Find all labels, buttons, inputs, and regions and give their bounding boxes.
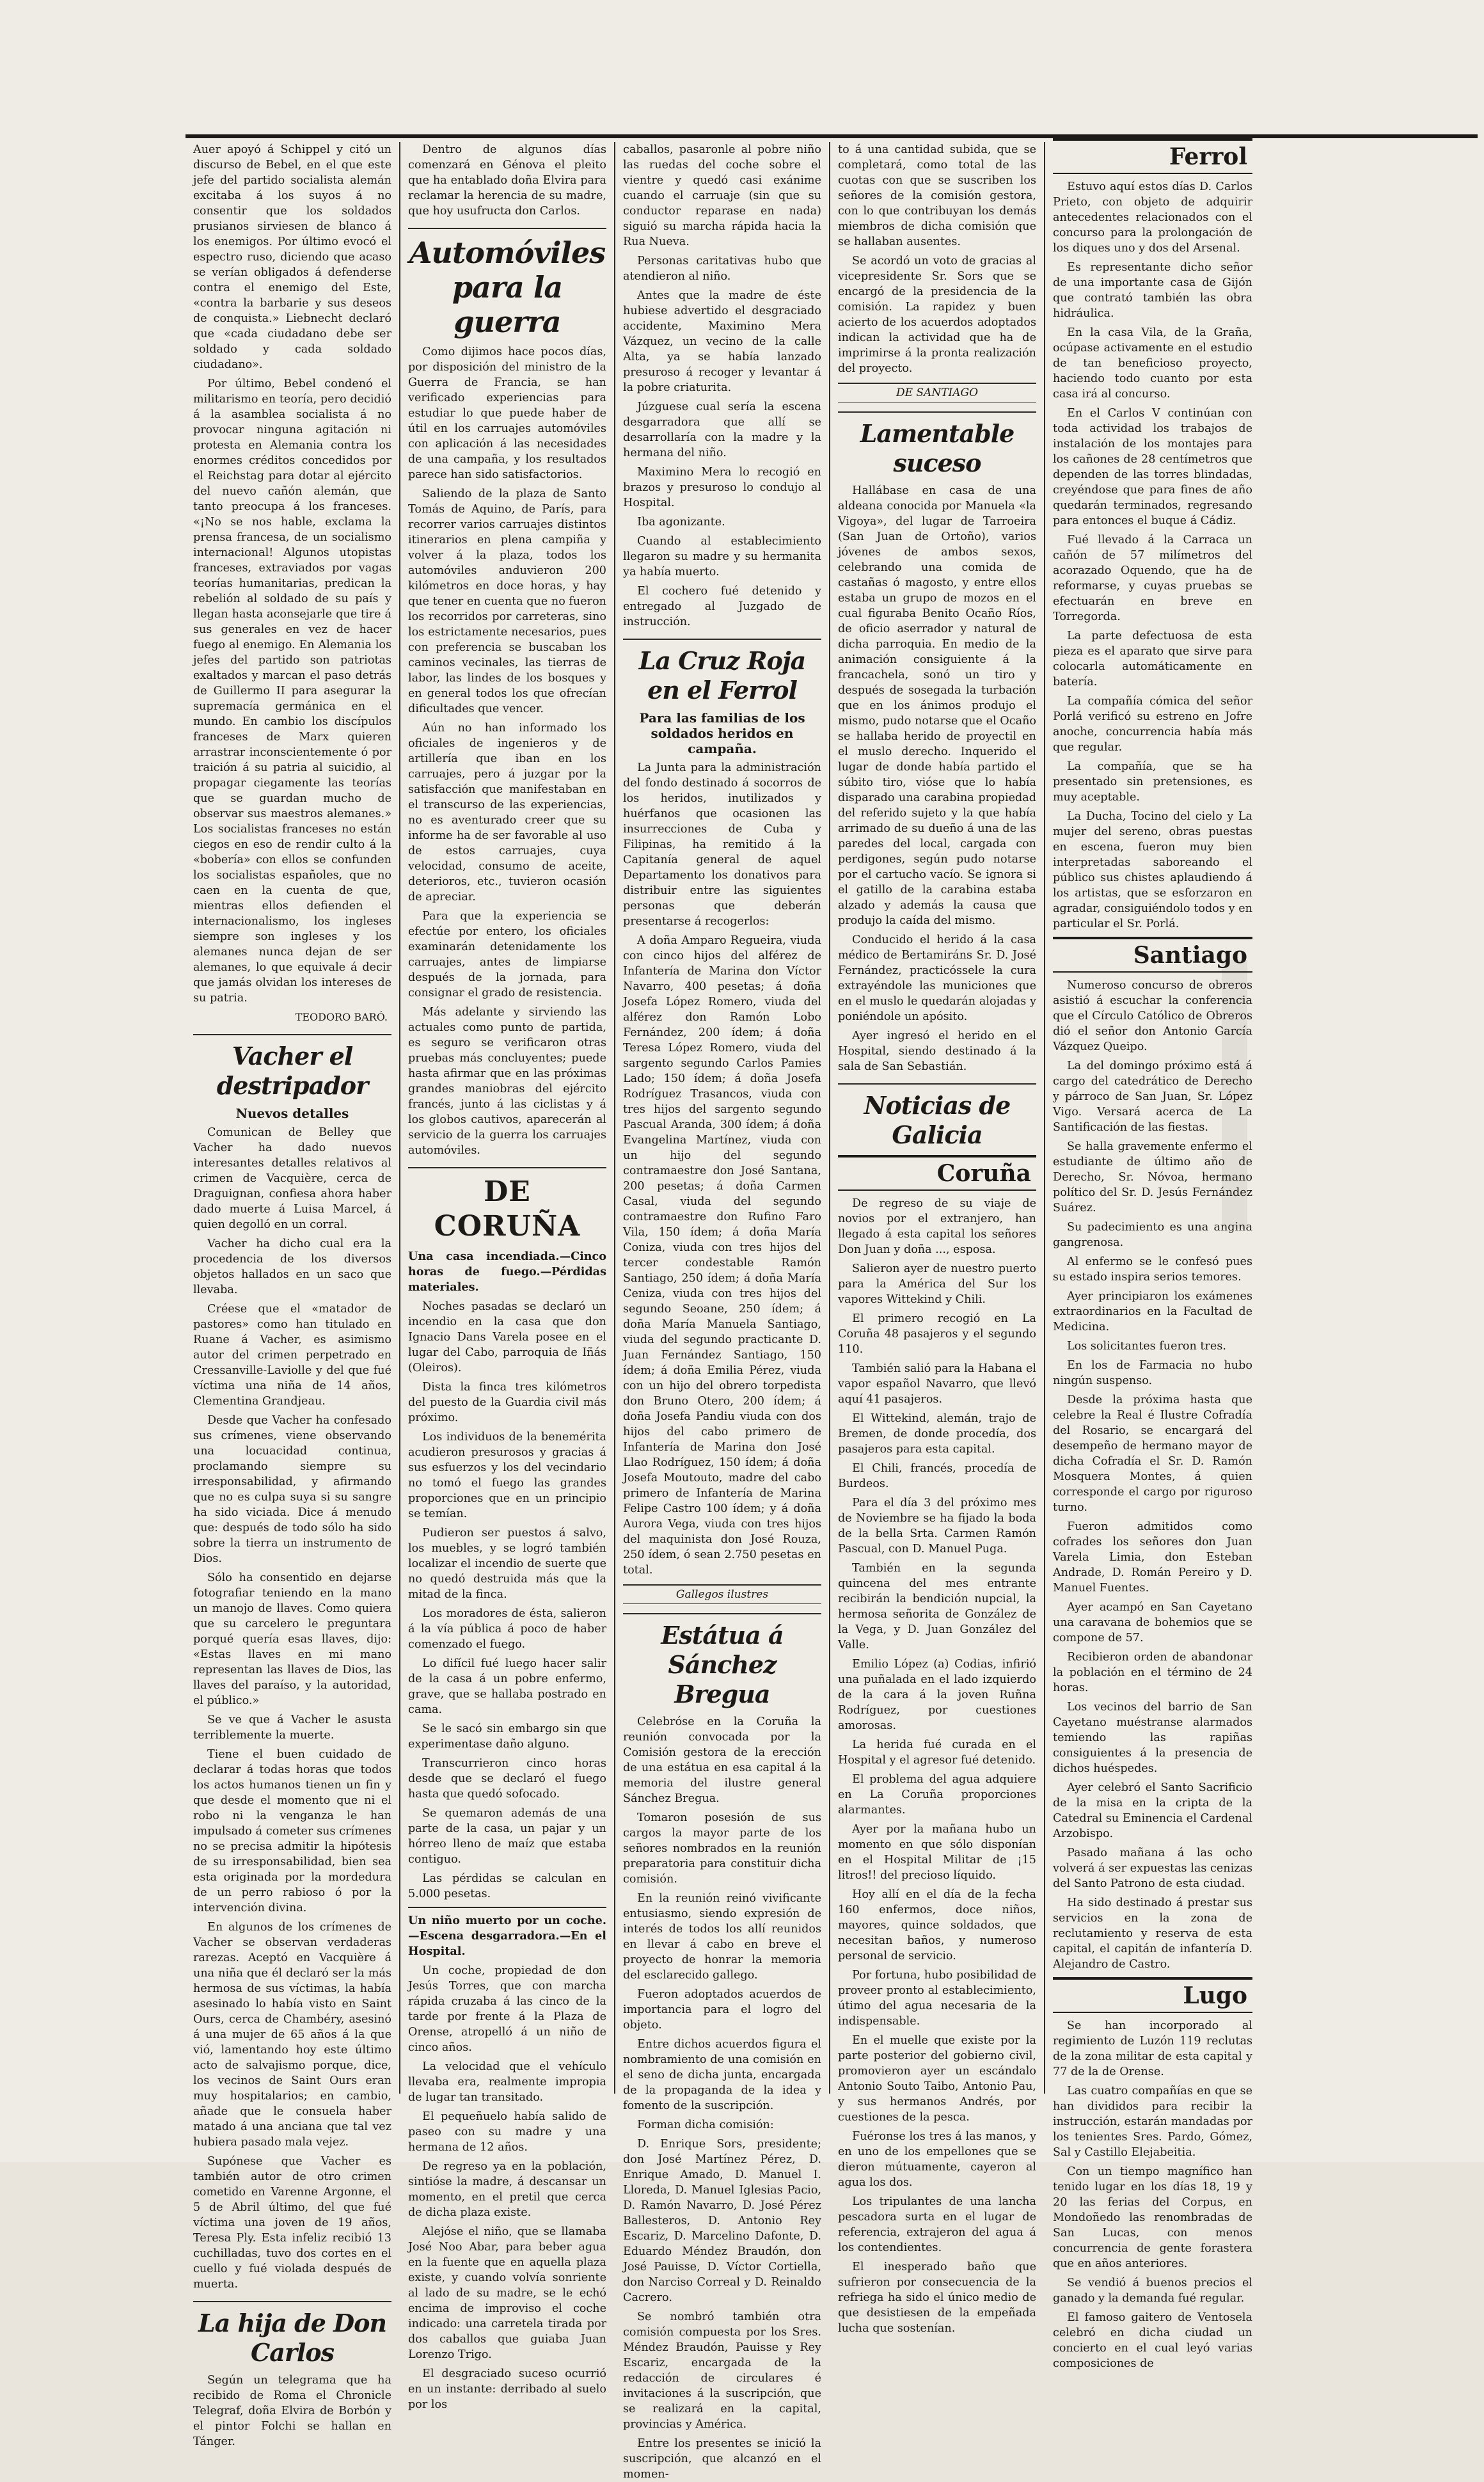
subheadline: Para las familias de los soldados heridos en campaña. — [639, 710, 805, 756]
paragraph: Júzguese cual sería la escena desgarradora que allí se desarrollaría con la madre y la hermana del niño. — [623, 401, 821, 459]
column-1 — [186, 142, 400, 2448]
paragraph: Forman dicha comisión: — [637, 2119, 774, 2131]
paragraph: Sólo ha consentido en dejarse fotografiar teniendo en la mano un manojo de llaves. Como quiera que su carcelero le preguntara porqué quería esas llaves, dijo: «Estas llaves en mi mano representan las llaves de Dios, las llaves del paraíso, y la autoridad, el público.» — [193, 1571, 391, 1707]
paragraph: Se acordó un voto de gracias al vicepresidente Sr. Sors que se encargó de la presidencia de la comisión. La rapidez y buen acierto de los acuerdos adoptados indican la actividad que ha de imprimirse á la pronta realización del proyecto. — [838, 255, 1036, 375]
paragraph: Auer apoyó á Schippel y citó un discurso de Bebel, en el que este jefe del partido socialista alemán excitaba á los suyos á no consentir que los soldados prusianos sirviesen de blanco á los enemigos. Por último evocó el espectro ruso, diciendo que acaso se verían obligados á defenderse contra el enemigo del Este, «contra la barbarie y sus deseos de conquista.» Liebnecht declaró que «cada ciudadano debe ser soldado y cada soldado ciudadano». — [193, 143, 391, 371]
paragraph: Transcurrieron cinco horas desde que se declaró el fuego hasta que quedó sofocado. — [408, 1757, 606, 1801]
paragraph: Antes que la madre de éste hubiese advertido el desgraciado accidente, Maximino Mera Vázquez, un vecino de la calle Alta, ya se había lanzado presuroso á recoger y levantar á la pobre criaturita. — [623, 289, 821, 394]
paragraph: Dentro de algunos días comenzará en Génova el pleito que ha entablado doña Elvira para reclamar la herencia de su madre, que hoy usufructa don Carlos. — [408, 143, 606, 218]
paragraph: Se quemaron además de una parte de la casa, un pajar y un hórreo lleno de maíz que estaba contiguo. — [408, 1807, 606, 1866]
paragraph: El cochero fué detenido y entregado al Juzgado de instrucción. — [623, 585, 821, 628]
paragraph: Créese que el «matador de pastores» como han titulado en Ruane á Vacher, es asimismo autor del crimen perpetrado en Cressanville-Laviolle y del que fué víctima una niña de 14 años, Clementina Grandjeau. — [193, 1303, 391, 1408]
paragraph: Desde la próxima hasta que celebre la Real é Ilustre Cofradía del Rosario, se encargará del desempeño de hermano mayor de dicha Cofradía el Sr. D. Ramón Mosquera Montes, á quien corresponde el cargo por riguroso turno. — [1053, 1394, 1252, 1514]
paragraph: La compañía, que se ha presentado sin pretensiones, es muy aceptable. — [1053, 760, 1252, 804]
columns — [186, 142, 1478, 2481]
paragraph: Es representante dicho señor de una importante casa de Gijón que contrató también las obra hidráulica. — [1053, 261, 1252, 320]
paragraph: Los individuos de la benemérita acudieron presurosos y gracias á sus esfuerzos y los del vecindario no tomó el fuego las grandes proporciones que en un principio se temían. — [408, 1431, 606, 1520]
column-4 — [830, 142, 1045, 2335]
paragraph: Los tripulantes de una lancha pescadora surta en el lugar de referencia, extrajeron del agua á los contendientes. — [838, 2195, 1036, 2254]
headline-vacher: Vacher el destripador — [193, 1034, 391, 1101]
paragraph: En el muelle que existe por la parte posterior del gobierno civil, promovieron ayer un escándalo Antonio Souto Taibo, Antonio Pau, y sus hermanos Andrés, por cuestiones de la pesca. — [838, 2034, 1036, 2124]
paragraph: La velocidad que el vehículo llevaba era, realmente impropia de lugar tan transitado. — [408, 2060, 606, 2104]
paragraph: Ayer principiaron los exámenes extraordinarios en la Facultad de Medicina. — [1053, 1290, 1252, 1333]
top-rule — [186, 134, 1478, 138]
paragraph: Se vendió á buenos precios el ganado y la demanda fué regular. — [1053, 2277, 1252, 2305]
column-3 — [615, 142, 830, 2481]
paragraph: Ayer ingresó el herido en el Hospital, siendo destinado á la sala de San Sebastián. — [838, 1030, 1036, 1073]
paragraph: La del domingo próximo está á cargo del catedrático de Derecho y párroco de San Juan, Sr. López Vigo. Versará acerca de La Santificación de las fiestas. — [1053, 1060, 1252, 1134]
paragraph: Aún no han informado los oficiales de ingenieros y de artillería que iban en los carruajes, pero á juzgar por la satisfacción que manifestaban en el transcurso de las experiencias, no es aventurado creer que su informe ha de ser favorable al uso de estos carruajes, cuya velocidad, consumo de aceite, deterioros, etc., tuvieron ocasión de apreciar. — [408, 722, 606, 903]
paragraph: El Wittekind, alemán, trajo de Bremen, de donde procedía, dos pasajeros para esta capital. — [838, 1412, 1036, 1456]
paragraph: Cuando al establecimiento llegaron su madre y su hermanita ya había muerto. — [623, 535, 821, 578]
paragraph: Las cuatro compañías en que se han divididos para recibir la instrucción, estarán mandadas por los tenientes Sres. Pardo, Gómez, Sal y Castillo Elejabeitia. — [1053, 2085, 1252, 2159]
paragraph: to á una cantidad subida, que se completará, como total de las cuotas con que se suscriben los señores de la comisión gestora, con lo que contribuyan los demás miembros de dicha comisión que se hallaban ausentes. — [838, 143, 1036, 248]
paragraph: Noches pasadas se declaró un incendio en la casa que don Ignacio Dans Varela posee en el lugar del Cabo, parroquia de Iñás (Oleiros). — [408, 1300, 606, 1374]
paragraph: Se han incorporado al regimiento de Luzón 119 reclutas de la zona militar de esta capital y 77 de la de Orense. — [1053, 2019, 1252, 2078]
paragraph: La herida fué curada en el Hospital y el agresor fué detenido. — [838, 1738, 1036, 1767]
subheadline: Nuevos detalles — [235, 1106, 349, 1121]
paragraph: Se nombró también otra comisión compuesta por los Sres. Méndez Braudón, Pauisse y Rey Escariz, encargada de la redacción de circulares é invitaciones á la suscripción, que se realizará en la capital, provincias y América. — [623, 2311, 821, 2431]
paragraph: Para el día 3 del próximo mes de Noviembre se ha fijado la boda de la bella Srta. Carmen Ramón Pascual, con D. Manuel Puga. — [838, 1497, 1036, 1555]
paragraph: Supónese que Vacher es también autor de otro crimen cometido en Varenne Argonne, el 5 de Abril último, del que fué víctima una joven de 19 años, Teresa Ply. Esta infeliz recibió 13 cuchilladas, tuvo dos cortes en el cuello y fué violada después de muerta. — [193, 2155, 391, 2291]
paragraph: Vacher ha dicho cual era la procedencia de los diversos objetos hallados en un saco que llevaba. — [193, 1237, 391, 1296]
paragraph: Saliendo de la plaza de Santo Tomás de Aquino, de París, para recorrer varios carruajes distintos itinerarios en plena campiña y volver á la plaza, todos los automóviles anduvieron 200 kilómetros en doce horas, y hay que tener en cuenta que no fueron los recorridos por carreteras, sino los estrictamente necesarios, pues con preferencia se buscaban los caminos vecinales, las tierras de labor, las lindes de los bosques y en general todos los que ofrecían dificultades que vencer. — [408, 488, 606, 715]
paragraph: La Ducha, Tocino del cielo y La mujer del sereno, obras puestas en escena, fueron muy bien interpretadas saboreando el público sus chistes aplaudiendo á los artistas, que se esforzaron en agradar, consiguiéndolo todos y en particular el Sr. Porlá. — [1053, 810, 1252, 930]
paragraph: El inesperado baño que sufrieron por consecuencia de la refriega ha sido el único medio de que desistiesen de la empeñada lucha que sostenían. — [838, 2261, 1036, 2335]
paragraph: La parte defectuosa de esta pieza es el aparato que sirve para colocarla automáticamente en batería. — [1053, 630, 1252, 688]
paragraph: De regreso de su viaje de novios por el extranjero, han llegado á esta capital los señores Don Juan y doña ..., esposa. — [838, 1197, 1036, 1256]
paragraph: En la casa Vila, de la Graña, ocúpase activamente en el estudio de tan beneficioso proyecto, haciendo todo cuanto por esta casa irá al concurso. — [1053, 326, 1252, 401]
paragraph: En los de Farmacia no hubo ningún suspenso. — [1053, 1359, 1252, 1387]
paragraph: También salió para la Habana el vapor español Navarro, que llevó aquí 41 pasajeros. — [838, 1362, 1036, 1406]
paragraph: Maximino Mera lo recogió en brazos y presuroso lo condujo al Hospital. — [623, 466, 821, 509]
paragraph: Hoy allí en el día de la fecha 160 enfermos, doce niños, mayores, quince soldados, que necesitan baños, y numeroso personal de servicio. — [838, 1888, 1036, 1962]
paragraph: Los moradores de ésta, salieron á la vía pública á poco de haber comenzado el fuego. — [408, 1607, 606, 1651]
paragraph: Como dijimos hace pocos días, por disposición del ministro de la Guerra de Francia, se han verificado experiencias para estudiar lo que puede haber de útil en los carruajes automóviles con aplicación á las necesidades de una campaña, y los resultados parece han sido satisfactorios. — [408, 346, 606, 481]
section-title-ferrol: Ferrol — [1053, 138, 1252, 174]
paragraph: Ayer por la mañana hubo un momento en que sólo disponían en el Hospital Militar de ¡15 litros!! del precioso líquido. — [838, 1823, 1036, 1882]
paragraph: Conducido el herido á la casa médico de Bertamiráns Sr. D. José Fernández, practicóssele la cura extrayéndole las municiones que en el muslo le quedarán alojadas y poniéndole un apósito. — [838, 934, 1036, 1023]
section-subhead: Un niño muerto por un coche.—Escena desgarradora.—En el Hospital. — [408, 1914, 606, 1958]
paragraph: El desgraciado suceso ocurrió en un instante: derribado al suelo por los — [408, 2367, 606, 2411]
paragraph: Tiene el buen cuidado de declarar á todas horas que todos los actos humanos tienen un fin y que desde el momento que ni el robo ni la venganza le han impulsado á cometer sus crímenes no se precisa admitir la hipótesis de su irresponsabilidad, bien sea esta originada por la mordedura de un perro rabioso ó por la intervención divina. — [193, 1748, 391, 1914]
paragraph: La Junta para la administración del fondo destinado á socorros de los heridos, inutilizados y huérfanos que ocasionen las insurrecciones de Cuba y Filipinas, ha remitido á la Capitanía general de aquel Departamento los donativos para distribuir entre las siguientes personas que deberán presentarse á recogerlos: — [623, 761, 821, 928]
paragraph: El famoso gaitero de Ventosela celebró en dicha ciudad un concierto en el cual leyó varias composiciones de — [1053, 2311, 1252, 2370]
paragraph: Hallábase en casa de una aldeana conocida por Manuela «la Vigoya», del lugar de Tarroeira (San Juan de Ortoño), varios jóvenes de ambos sexos, celebrando una comida de castañas ó magosto, y entre ellos estaba un grupo de mozos en el cual figuraba Benito Ocaño Ríos, de oficio aserrador y natural de dicha parroquia. En medio de la animación consiguiente á la francachela, sonó un tiro y después de sosegada la turbación que en los ánimos produjo el mismo, pudo notarse que el Ocaño se hallaba herido de proyectil en el muslo derecho. Inquerido el lugar de donde había partido el súbito tiro, vióse que lo había disparado una carabina propiedad del referido sujeto y la que había arrimado de su dueño á una de las paredes del local, cargada con perdigones, según pudo notarse por el cartucho vacío. Se ignora si el gatillo de la carabina estaba alzado y además la causa que produjo la caída del mismo. — [838, 484, 1036, 927]
paragraph: De regreso ya en la población, sintióse la madre, á descansar un momento, en el pretil que cerca de dicha plaza existe. — [408, 2160, 606, 2219]
paragraph: Pudieron ser puestos á salvo, los muebles, y se logró también localizar el incendio de suerte que no quedó destruida más que la mitad de la finca. — [408, 1527, 606, 1601]
paragraph: Comunican de Belley que Vacher ha dado nuevos interesantes detalles relativos al crimen de Vacquière, cerca de Draguignan, confiesa ahora haber dado muerte á Luisa Marcel, á quien degolló en un corral. — [193, 1126, 391, 1231]
headline-automoviles: Automóviles para la guerra — [408, 228, 606, 339]
paragraph: El problema del agua adquiere en La Coruña proporciones alarmantes. — [838, 1773, 1036, 1817]
paragraph: Para que la experiencia se efectúe por entero, los oficiales examinarán detenidamente los carruajes, antes de limpiarse después de la jornada, para consignar el grado de resistencia. — [408, 910, 606, 999]
section-kicker: Gallegos ilustres — [623, 1584, 821, 1604]
paragraph: Alejóse el niño, que se llamaba José Noo Abar, para beber agua en la fuente que en aquella plaza existe, y cuando volvía sonriente al lado de su madre, se le echó encima de improviso el coche indicado: una carretela tirada por dos caballos que guiaba Juan Lorenzo Trigo. — [408, 2225, 606, 2361]
paragraph: Ayer celebró el Santo Sacrificio de la misa en la cripta de la Catedral su Eminencia el Cardenal Arzobispo. — [1053, 1781, 1252, 1840]
paragraph: Iba agonizante. — [637, 516, 725, 529]
paragraph: Pasado mañana á las ocho volverá á ser expuestas las cenizas del Santo Patrono de esta ciudad. — [1053, 1847, 1252, 1890]
paragraph: En la reunión reinó vivificante entusiasmo, siendo expresión de interés de todos los allí reunidos en llevar á cabo en breve el proyecto de honrar la memoria del esclarecido gallego. — [623, 1892, 821, 1982]
paragraph: Se le sacó sin embargo sin que experimentase daño alguno. — [408, 1722, 606, 1751]
paragraph: Numeroso concurso de obreros asistió á escuchar la conferencia que el Círculo Católico de Obreros dió el señor don Antonio García Vázquez Queipo. — [1053, 979, 1252, 1053]
paragraph: En algunos de los crímenes de Vacher se observan verdaderas rarezas. Aceptó en Vacquière á una niña que él declaró ser la más hermosa de sus víctimas, la había asesinado lo había visto en Saint Ours, cerca de Chambéry, asesinó á una mujer de 65 años á la que vió, lamentando hoy este último acto de salvajismo porque, dice, los vecinos de Saint Ours eran muy hospitalarios; en cambio, añade que le consuela haber matado á una anciana que tal vez hubiera pasado mala vejez. — [193, 1921, 391, 2149]
paragraph: Fué llevado á la Carraca un cañón de 57 milímetros del acorazado Oquendo, que ha de reformarse, y cuyas pruebas se efectuarán en breve en Torregorda. — [1053, 534, 1252, 623]
paragraph: Según un telegrama que ha recibido de Roma el Chronicle Telegraf, doña Elvira de Borbón y el pintor Folchi se hallan en Tánger. — [193, 2374, 391, 2448]
paragraph: En el Carlos V continúan con toda actividad los trabajos de instalación de los montajes para los cañones de 28 centímetros que dependen de las torres blindadas, creyéndose que para fines de año quedarán terminados, regresando para entonces el buque á Cádiz. — [1053, 407, 1252, 527]
section-kicker: DE SANTIAGO — [838, 383, 1036, 402]
headline-de-coruna: DE CORUÑA — [408, 1167, 606, 1244]
section-title-santiago: Santiago — [1053, 937, 1252, 973]
paragraph: Un coche, propiedad de don Jesús Torres, que con marcha rápida cruzaba á las cinco de la tarde por frente á la Plaza de Orense, atropelló á un niño de cinco años. — [408, 1964, 606, 2054]
paragraph: Se ve que á Vacher le asusta terriblemente la muerte. — [193, 1714, 391, 1742]
paragraph: Fueron adoptados acuerdos de importancia para el logro del objeto. — [623, 1988, 821, 2032]
paragraph: D. Enrique Sors, presidente; don José Martínez Pérez, D. Enrique Amado, D. Manuel I. Lloreda, D. Manuel Iglesias Pacio, D. Ramón Navarro, D. José Pérez Ballesteros, D. Antonio Rey Escariz, D. Marcelino Dafonte, D. Eduardo Méndez Braudón, don José Pauisse, D. Víctor Cortiella, don Narciso Correal y D. Reinaldo Cacrero. — [623, 2138, 821, 2304]
headline-noticias-galicia: Noticias de Galicia — [838, 1083, 1036, 1150]
paragraph: Emilio López (a) Codias, infirió una puñalada en el lado izquierdo de la cara á la joven Ruñna Rodríguez, por cuestiones amorosas. — [838, 1658, 1036, 1732]
paragraph: Por fortuna, hubo posibilidad de proveer pronto al establecimiento, útimo del agua necesaria de la indispensable. — [838, 1969, 1036, 2028]
paragraph: El Chili, francés, procedía de Burdeos. — [838, 1462, 1036, 1490]
section-subhead: Una casa incendiada.—Cinco horas de fuego.—Pérdidas materiales. — [408, 1250, 606, 1294]
divider — [408, 1907, 606, 1908]
paragraph: Más adelante y sirviendo las actuales como punto de partida, es seguro se verificaron otras pruebas más concluyentes; puede hasta afirmar que en las próximas grandes maniobras del ejército francés, junto á las ciclistas y á los globos cautivos, aparecerán al servicio de la guerra los carruajes automóviles. — [408, 1006, 606, 1157]
paragraph: Las pérdidas se calculan en 5.000 pesetas. — [408, 1872, 606, 1900]
paragraph: Fuéronse los tres á las manos, y en uno de los empellones que se dieron mútuamente, cayeron al agua los dos. — [838, 2130, 1036, 2189]
paragraph: Personas caritativas hubo que atendieron al niño. — [623, 255, 821, 283]
paragraph: caballos, pasaronle al pobre niño las ruedas del coche sobre el vientre y quedó casi exánime cuando el carruaje (sin que su conductor reparase en nada) siguió su marcha rápida hacia la Rua Nueva. — [623, 143, 821, 248]
headline-hija-don-carlos: La hija de Don Carlos — [193, 2301, 391, 2367]
column-2 — [400, 142, 615, 2411]
paragraph: Al enfermo se le confesó pues su estado inspira serios temores. — [1053, 1255, 1252, 1284]
paragraph: Los vecinos del barrio de San Cayetano muéstranse alarmados temiendo las rapiñas consiguientes á la presencia de dichos huéspedes. — [1053, 1701, 1252, 1775]
paragraph: Celebróse en la Coruña la reunión convocada por la Comisión gestora de la erección de una estátua en esa capital á la memoria del ilustre general Sánchez Bregua. — [623, 1715, 821, 1805]
headline-estatua: Estátua á Sánchez Bregua — [623, 1613, 821, 1709]
paragraph: Su padecimiento es una angina gangrenosa. — [1053, 1221, 1252, 1249]
paragraph: Fueron admitidos como cofrades los señores don Juan Varela Limia, don Esteban Andrade, D. Román Pereiro y D. Manuel Fuentes. — [1053, 1520, 1252, 1595]
paragraph: También en la segunda quincena del mes entrante recibirán la bendición nupcial, la hermosa señorita de González de la Vega, y D. Juan González del Valle. — [838, 1562, 1036, 1651]
paragraph: El pequeñuelo había salido de paseo con su madre y una hermana de 12 años. — [408, 2110, 606, 2154]
paragraph: Los solicitantes fueron tres. — [1067, 1340, 1226, 1353]
paragraph: Ha sido destinado á prestar sus servicios en la zona de reclutamiento y reserva de esta capital, el capitán de infantería D. Alejandro de Castro. — [1053, 1897, 1252, 1971]
paragraph: Desde que Vacher ha confesado sus crímenes, viene observando una locuacidad continua, proclamando siempre su irresponsabilidad, y afirmando que no es culpa suya si su sangre ha sido viciada. Dice á menudo que: después de todo sólo ha sido sobre la tierra un instrumento de Dios. — [193, 1414, 391, 1565]
paragraph: Con un tiempo magnífico han tenido lugar en los días 18, 19 y 20 las ferias del Corpus, en Mondoñedo las renombradas de San Lucas, con menos concurrencia de gente forastera que en años anteriores. — [1053, 2165, 1252, 2270]
paragraph: Estuvo aquí estos días D. Carlos Prieto, con objeto de adquirir antecedentes relacionados con el concurso para la prolongación de los diques uno y dos del Arsenal. — [1053, 180, 1252, 255]
column-5 — [1045, 142, 1260, 2370]
paragraph: Entre los presentes se inició la suscripción, que alcanzó en el momen- — [623, 2437, 821, 2481]
paragraph: Se halla gravemente enfermo el estudiante de último año de Derecho, Sr. Nóvoa, hermano político del Sr. D. Jesús Fernández Suárez. — [1053, 1140, 1252, 1214]
paragraph: Recibieron orden de abandonar la población en el término de 24 horas. — [1053, 1651, 1252, 1694]
paragraph: Ayer acampó en San Cayetano una caravana de bohemios que se compone de 57. — [1053, 1601, 1252, 1644]
paragraph: Por último, Bebel condenó el militarismo en teoría, pero decidió á la asamblea socialista á no provocar ninguna agitación ni protesta en Alemania contra los enormes créditos concedidos por el Reichstag para dotar al ejército del nuevo cañón alemán, que tanto preocupa á los franceses. «¡No se nos hable, exclama la prensa francesa, de un socialismo internacional! Algunos utopistas franceses, extraviados por vagas teorías humanitarias, predican la rebelión al soldado de su país y llegan hasta aconsejarle que tire á sus generales en vez de hacer fuego al enemigo. En Alemania los jefes del partido son patriotas exaltados y marcan el paso detrás de Guillermo II para asegurar la supremacía germánica en el mundo. En cambio los discípulos franceses de Marx quieren arrastrar inconscientemente ó por traición á su patria al suicidio, al propagar ciegamente las teorías que se guardan mucho de observar sus maestros alemanes.» Los socialistas franceses no están ciegos en eso de rendir culto á la «bobería» con ellos se confunden los socialistas españoles, que no caen en la cuenta de que, mientras ellos defienden el internacionalismo, los ingleses siempre son ingleses y los alemanes nunca dejan de ser alemanes, lo que equivale á decir que jamás olvidan los intereses de su patria. — [193, 378, 391, 1005]
section-title-lugo: Lugo — [1053, 1977, 1252, 2013]
headline-cruz-roja: La Cruz Roja en el Ferrol — [623, 639, 821, 705]
headline-lamentable-suceso: Lamentable suceso — [838, 411, 1036, 478]
paragraph: Salieron ayer de nuestro puerto para la América del Sur los vapores Wittekind y Chili. — [838, 1262, 1036, 1306]
section-title-coruna: Coruña — [838, 1155, 1036, 1191]
paragraph: A doña Amparo Regueira, viuda con cinco hijos del alférez de Infantería de Marina don Víctor Navarro, 400 pesetas; á doña Josefa López Romero, viuda del alférez don Ramón Lobo Fernández, 200 ídem; á doña Teresa López Romero, viuda del sargento segundo Carlos Pamies Lado; 150 ídem; á doña Josefa Rodríguez Trasancos, viuda con tres hijos del sargento segundo Pascual Aranda, 300 ídem; á doña Evangelina Martínez, viuda con un hijo del segundo contramaestre don José Santana, 200 pesetas; á doña Carmen Casal, viuda del segundo contramaestre don Rufino Faro Vila, 150 ídem; á doña María Coniza, viuda con tres hijos del tercer condestable Ramón Santiago, 250 ídem; á doña María Ceniza, viuda con tres hijos del segundo Seoane, 250 ídem; á doña María Manuela Santiago, viuda del segundo practicante D. Juan Fernández Santiago, 150 ídem; á doña Emilia Pérez, viuda con un hijo del obrero torpedista don Bruno Otero, 200 ídem; á doña Josefa Pandiu viuda con dos hijos del cabo primero de Infantería de Marina don José Llao Rodríguez, 150 ídem; á doña Josefa Moutouto, madre del cabo primero de Infantería de Marina Felipe Castro 100 ídem; y á doña Aurora Vega, viuda con tres hijos del maquinista don José Rouza, 250 ídem, ó sean 2.750 pesetas en total. — [623, 934, 821, 1577]
paragraph: Lo difícil fué luego hacer salir de la casa á un pobre enfermo, grave, que se hallaba postrado en cama. — [408, 1657, 606, 1716]
paragraph: Tomaron posesión de sus cargos la mayor parte de los señores nombrados en la reunión preparatoria para constituir dicha comisión. — [623, 1811, 821, 1886]
paragraph: El primero recogió en La Coruña 48 pasajeros y el segundo 110. — [838, 1312, 1036, 1356]
paragraph: La compañía cómica del señor Porlá verificó su estreno en Jofre anoche, concurrencia había más que regular. — [1053, 695, 1252, 754]
paragraph: Entre dichos acuerdos figura el nombramiento de una comisión en el seno de dicha junta, encargada de la propaganda de la idea y fomento de la suscripción. — [623, 2038, 821, 2112]
paragraph: Dista la finca tres kilómetros del puesto de la Guardia civil más próximo. — [408, 1381, 606, 1424]
signature: TEODORO BARÓ. — [295, 1011, 388, 1023]
